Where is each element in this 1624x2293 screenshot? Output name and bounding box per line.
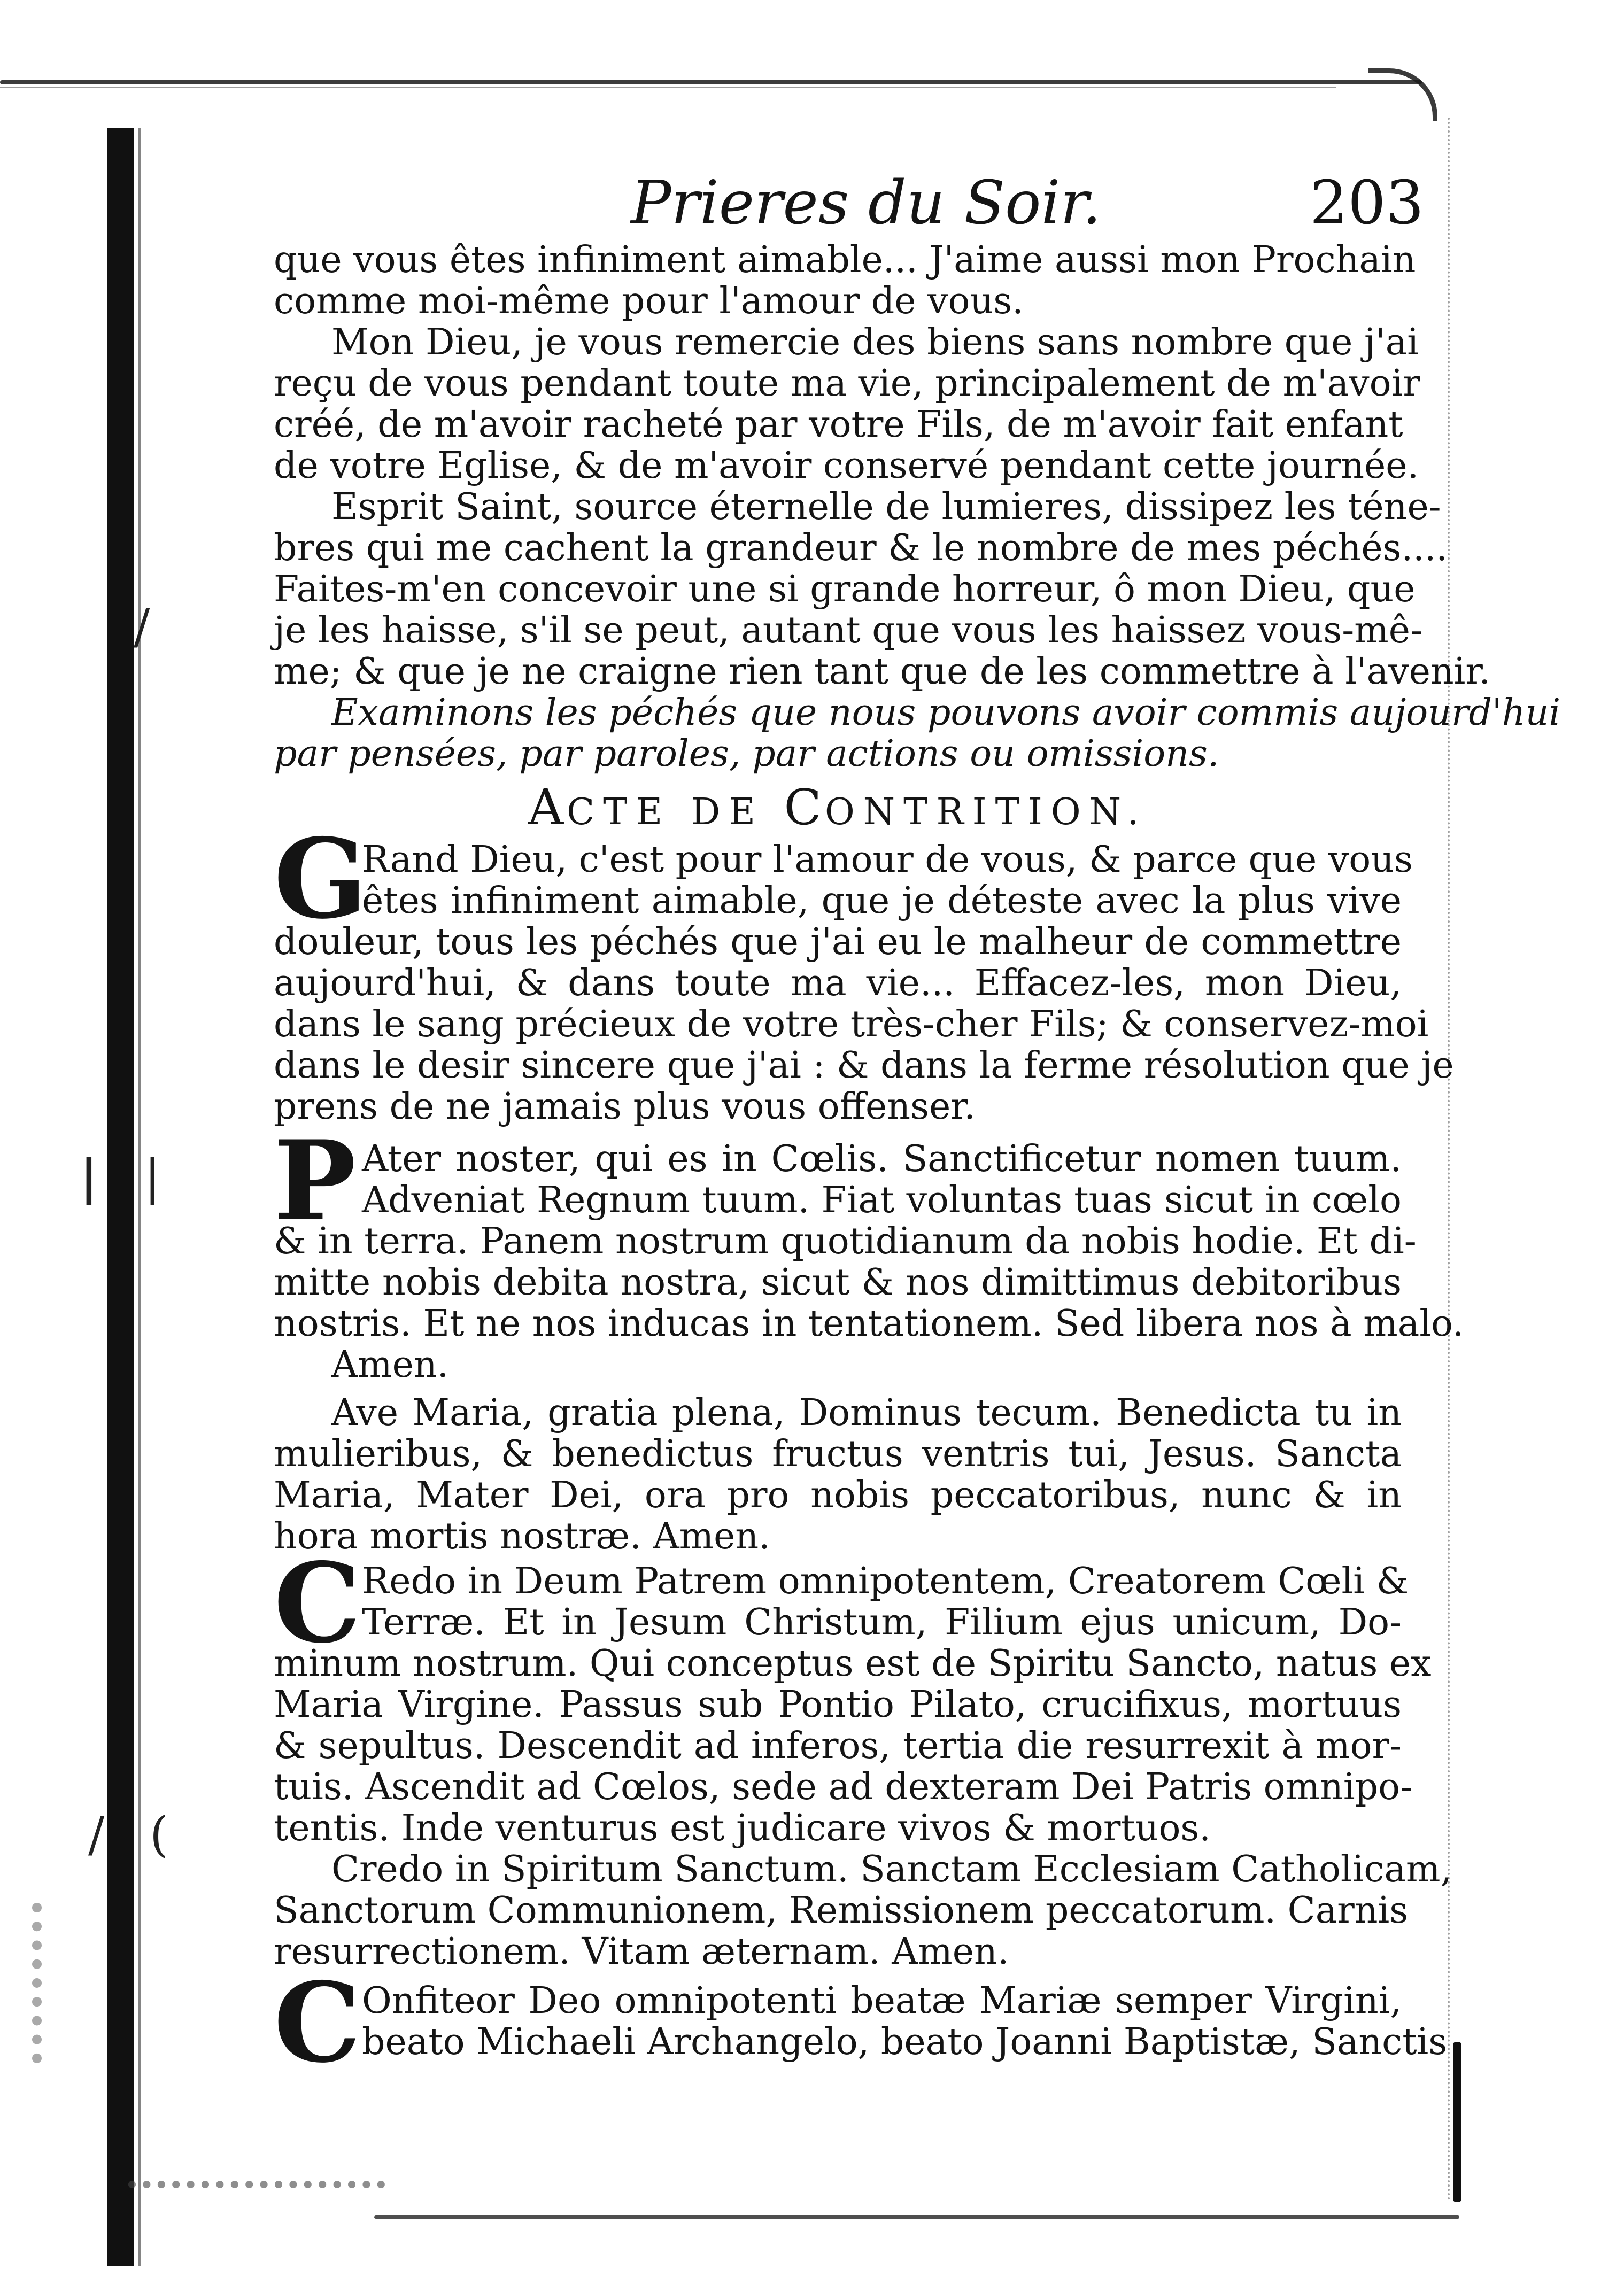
text-line: Onfiteor Deo omnipotenti beatæ Mariæ semper Virgini, xyxy=(362,1980,1402,2022)
pater-text-block xyxy=(274,1117,1464,1386)
text-line: je les haisse, s'il se peut, autant que vous les haissez vous-mê- xyxy=(274,609,1422,652)
text-line: comme moi-même pour l'amour de vous. xyxy=(274,280,1024,322)
text-line: de votre Eglise, & de m'avoir conservé pendant cette journée. xyxy=(274,445,1419,487)
text-line: reçu de vous pendant toute ma vie, principalement de m'avoir xyxy=(274,362,1420,405)
drop-cap: P xyxy=(274,1117,357,1245)
title-text: CTE DE xyxy=(567,791,784,833)
text-line: tentis. Inde venturus est judicare vivos & mortuos. xyxy=(274,1807,1211,1849)
text-line: Rand Dieu, c'est pour l'amour de vous, & parce que vous xyxy=(362,839,1413,881)
text-line: prens de ne jamais plus vous offenser. xyxy=(274,1086,976,1128)
drop-cap: G xyxy=(274,815,368,943)
left-scan-noise xyxy=(32,1903,111,2063)
text-line: Sanctorum Communionem, Remissionem peccatorum. Carnis xyxy=(274,1889,1409,1932)
text-line: hora mortis nostræ. Amen. xyxy=(274,1515,770,1558)
text-line: aujourd'hui, & dans toute ma vie... Effacez-les, mon Dieu, xyxy=(274,962,1402,1004)
drop-cap: C xyxy=(274,1959,361,2087)
text-line: Terræ. Et in Jesum Christum, Filium ejus unicum, Do- xyxy=(362,1601,1402,1644)
margin-mark: / xyxy=(134,599,150,655)
text-line: Ave Maria, gratia plena, Dominus tecum. Benedicta tu in xyxy=(331,1392,1402,1434)
page-number: 203 xyxy=(1310,168,1424,238)
text-line: Credo in Spiritum Sanctum. Sanctam Ecclesiam Catholicam, xyxy=(331,1848,1452,1891)
text-line: dans le sang précieux de votre très-cher Fils; & conservez-moi xyxy=(274,1003,1429,1045)
text-line: mulieribus, & benedictus fructus ventris tui, Jesus. Sancta xyxy=(274,1433,1402,1475)
title-text: ONTRITION. xyxy=(824,791,1148,833)
margin-mark: / xyxy=(88,1807,105,1863)
binding-spine-line xyxy=(138,128,141,2266)
rubric-line: par pensées, par paroles, par actions ou omissions. xyxy=(274,733,1219,775)
text-line: bres qui me cachent la grandeur & le nombre de mes péchés.... xyxy=(274,527,1448,569)
page-right-edge-shadow xyxy=(1453,2042,1461,2202)
text-line: resurrectionem. Vitam æternam. Amen. xyxy=(274,1931,1009,1973)
bottom-scan-noise xyxy=(128,2181,385,2263)
rubric-line: Examinons les péchés que nous pouvons avoir commis aujourd'hui xyxy=(331,692,1561,734)
text-line: me; & que je ne craigne rien tant que de les commettre à l'avenir. xyxy=(274,650,1491,693)
page-bottom-edge xyxy=(374,2215,1459,2219)
contrition-text-block xyxy=(274,839,1454,1128)
text-line: Maria Virgine. Passus sub Pontio Pilato, crucifixus, mortuus xyxy=(274,1684,1402,1726)
section-title-acte-de-contrition xyxy=(274,779,1402,836)
text-line: êtes infiniment aimable, que je déteste avec la plus vive xyxy=(362,880,1402,922)
text-line: douleur, tous les péchés que j'ai eu le malheur de commettre xyxy=(274,921,1402,963)
text-line: Maria, Mater Dei, ora pro nobis peccatoribus, nunc & in xyxy=(274,1474,1402,1516)
running-title: Prieres du Soir. xyxy=(631,168,1102,238)
title-initial: A xyxy=(528,779,567,836)
page-corner-curl xyxy=(1368,68,1437,121)
drop-cap: C xyxy=(274,1539,361,1668)
text-line: dans le desir sincere que j'ai : & dans la ferme résolution que je xyxy=(274,1044,1454,1087)
text-line: Faites-m'en concevoir une si grande horreur, ô mon Dieu, que xyxy=(274,568,1416,610)
text-line: que vous êtes infiniment aimable... J'aime aussi mon Prochain xyxy=(274,239,1416,281)
ave-text-block xyxy=(274,1392,1402,1557)
text-line: tuis. Ascendit ad Cœlos, sede ad dexteram Dei Patris omnipo- xyxy=(274,1766,1413,1808)
text-line: & in terra. Panem nostrum quotidianum da nobis hodie. Et di- xyxy=(274,1220,1417,1262)
confiteor-text-block xyxy=(274,1980,1448,2063)
text-line: créé, de m'avoir racheté par votre Fils, de m'avoir fait enfant xyxy=(274,404,1403,446)
text-line: minum nostrum. Qui conceptus est de Spiritu Sancto, natus ex xyxy=(274,1643,1432,1685)
text-line: beato Michaeli Archangelo, beato Joanni Baptistæ, Sanctis xyxy=(362,2021,1448,2063)
text-line: Redo in Deum Patrem omnipotentem, Creatorem Cœli & xyxy=(362,1560,1409,1602)
page-top-edge-line xyxy=(0,87,1336,88)
text-line: & sepultus. Descendit ad inferos, tertia die resurrexit à mor- xyxy=(274,1725,1402,1767)
text-line: Mon Dieu, je vous remercie des biens sans nombre que j'ai xyxy=(331,321,1419,363)
text-line: Esprit Saint, source éternelle de lumieres, dissipez les téne- xyxy=(331,486,1441,528)
text-line: Ater noster, qui es in Cœlis. Sanctificetur nomen tuum. xyxy=(362,1138,1402,1180)
margin-mark: | xyxy=(80,1149,98,1206)
credo-text-block xyxy=(274,1560,1452,1973)
title-initial: C xyxy=(784,779,825,836)
text-line: nostris. Et ne nos inducas in tentationem. Sed libera nos à malo. xyxy=(274,1303,1464,1345)
page-top-edge-shadow xyxy=(0,80,1422,84)
text-line: Adveniat Regnum tuum. Fiat voluntas tuas sicut in cœlo xyxy=(362,1179,1402,1221)
text-line: mitte nobis debita nostra, sicut & nos dimittimus debitoribus xyxy=(274,1261,1402,1304)
margin-mark: ( xyxy=(150,1807,169,1863)
intro-text-block xyxy=(274,239,1561,775)
text-line: Amen. xyxy=(331,1344,449,1386)
margin-mark: | xyxy=(144,1149,161,1205)
